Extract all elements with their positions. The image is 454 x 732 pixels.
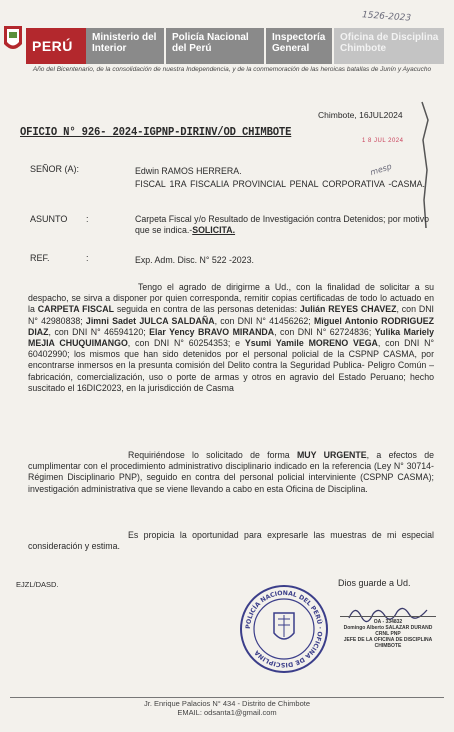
svg-text:POLICÍA NACIONAL DEL PERÚ · OF: POLICÍA NACIONAL DEL PERÚ · OFICINA DE DISCIPLINA: [244, 589, 324, 669]
signature-block: [336, 619, 440, 649]
signature-rank: CRNL PNP: [375, 631, 401, 637]
signature-city: CHIMBOTE: [374, 643, 402, 649]
signature-name: Domingo Alberto SALAZAR DURAND: [343, 625, 433, 631]
header-ministry: Ministerio del Interior: [86, 28, 164, 64]
letter-date: Chimbote, 16JUL2024: [318, 110, 403, 120]
header-police: Policía Nacional del Perú: [166, 28, 264, 64]
closing-salutation: Dios guarde a Ud.: [338, 578, 411, 588]
addressee-name: Edwin RAMOS HERRERA.: [135, 166, 242, 176]
request-paragraph: Tengo el agrado de dirigirme a Ud., con la finalidad de solicitar a su despacho, se sirva a disponer por quien corresponda, remitir copias certificadas de todo lo actuado en la CARPETA FISCAL seguida en contra de las personas detenidas: Julián REYES CHAVEZ, con DNI N° 42980838; Jimni Sadet JULCA SALDAÑA, con DNI N° 41456262; Miguel Antonio RODRIGUEZ DIAZ, con DNI N° 46594120; Elar Yency BRAVO MIRANDA, con DNI N° 62724836; Yulika Mariely MEJIA CHUQUIMANGO, con DNI N° 60254353; e Ysumi Yamile MORENO VEGA, con DNI N° 60402990; los mismos que han sido detenidos por el personal policial de la CSPNP CASMA, por encontrarse inmersos en la presunta comisión del Delito contra la Seguridad Publica- Peligro Común – fabricación, comercialización, uso o porte de armas y otros en agravio del Estado Peruano; hecho suscitado el 16DIC2023, en la jurisdicción de Casma: [28, 282, 435, 393]
closing-paragraph: Es propicia la oportunidad para expresarle las muestras de mi especial consideración y estima.: [28, 530, 434, 552]
institutional-header: [0, 28, 454, 64]
oficio-number: OFICIO N° 926- 2024-IGPNP-DIRINV/OD CHIMBOTE: [20, 126, 292, 139]
margin-mark: [420, 100, 430, 230]
footer-divider: [10, 697, 444, 698]
handwritten-note: mesp: [369, 161, 393, 178]
addressee-label: SEÑOR (A):: [30, 164, 80, 174]
header-office: Oficina de Disciplina Chimbote: [334, 28, 444, 64]
ref-text: Exp. Adm. Disc. N° 522 -2023.: [135, 255, 254, 265]
initials: EJZL/DASD.: [16, 580, 59, 589]
urgency-paragraph: Requiriéndose lo solicitado de forma MUY URGENTE, a efectos de cumplimentar con el procedimiento administrativo disciplinario indicado en la referencia (Ley N° 30714- Régimen Disciplinario PNP), seguido en contra del personal policial interviniente (CSPNP CASMA); investigación administrativa que se viene llevando a cabo en esta Oficina de Disciplina.: [28, 450, 434, 494]
reception-stamp-date: 1 8 JUL 2024: [362, 138, 404, 144]
header-inspectorate: Inspectoría General: [266, 28, 332, 64]
signature-id: OA - 334832: [373, 619, 403, 625]
ref-colon: :: [86, 253, 89, 263]
footer-address: Jr. Enrique Palacios N° 434 - Distrito de Chimbote: [144, 699, 310, 708]
addressee-role: FISCAL 1RA FISCALIA PROVINCIAL PENAL CORPORATIVA -CASMA.: [135, 179, 425, 189]
footer: [0, 699, 454, 717]
header-country: PERÚ: [26, 28, 86, 64]
signature-role: JEFE DE LA OFICINA DE DISCIPLINA: [343, 637, 433, 643]
police-seal-icon: [238, 583, 330, 675]
ref-label: REF.: [30, 253, 50, 263]
footer-email: EMAIL: odsanta1@gmail.com: [177, 708, 277, 717]
asunto-text: Carpeta Fiscal y/o Resultado de Investigación contra Detenidos; por motivo que se indica.-SOLICITA.: [135, 214, 429, 235]
handwritten-number: 1526-2023: [361, 10, 412, 24]
asunto-colon: :: [86, 214, 89, 224]
signature-line: [340, 616, 436, 617]
year-motto: Año del Bicentenario, de la consolidación de nuestra Independencia, y de la conmemoración de las heroicas batallas de Junín y Ayacucho: [32, 66, 432, 73]
asunto-label: ASUNTO: [30, 214, 68, 224]
